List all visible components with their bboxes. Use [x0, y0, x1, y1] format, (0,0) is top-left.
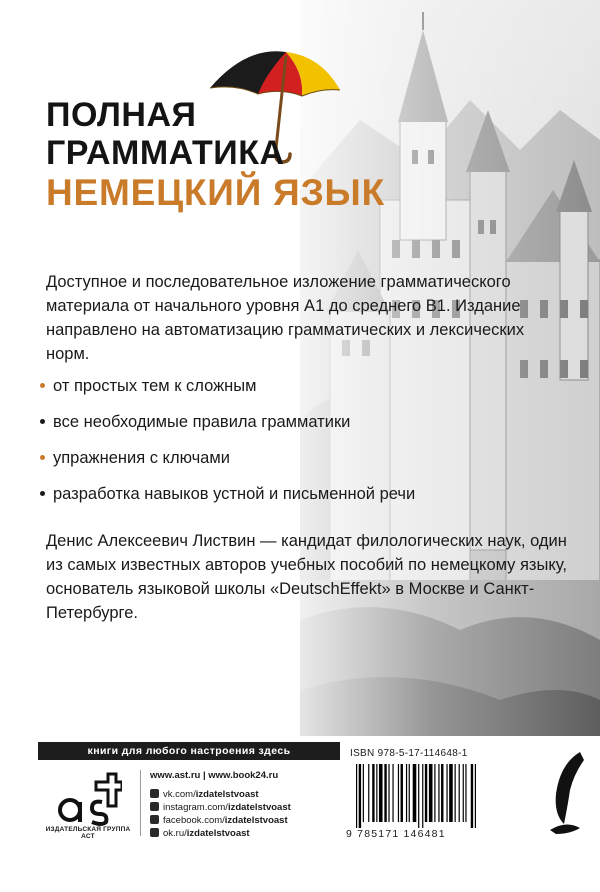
barcode-bar — [392, 764, 393, 822]
barcode-bar — [465, 764, 466, 822]
feature-list — [40, 375, 580, 519]
barcode-icon — [352, 764, 532, 828]
social-link-ok[interactable] — [150, 827, 291, 840]
barcode-bar — [441, 764, 443, 822]
barcode-bar — [413, 764, 417, 822]
author-bio: Денис Алексеевич Листвин — кандидат филологических наук, один из самых известных авторов учебных пособий по немецкому языку, основатель языковой школы «DeutschEffekt» в Москве и Санкт-Петербурге. — [46, 532, 567, 622]
feature-item — [40, 447, 580, 469]
feature-text: упражнения с ключами — [53, 449, 230, 467]
barcode-bar — [406, 764, 407, 822]
feature-text: все необходимые правила грамматики — [53, 413, 351, 431]
barcode-bar — [372, 764, 374, 822]
title-line-2: ГРАММАТИКА — [46, 134, 285, 172]
vk-icon — [150, 789, 159, 798]
instagram-icon — [150, 802, 159, 811]
barcode-bar — [418, 764, 419, 828]
title-line-1: ПОЛНАЯ — [46, 96, 197, 134]
barcode-bar — [475, 764, 476, 828]
odnoklassniki-icon — [150, 828, 159, 837]
barcode-bar — [359, 764, 361, 828]
social-handle: izdatelstvoast — [186, 828, 250, 839]
barcode-bar — [356, 764, 357, 828]
barcode-bar — [471, 764, 473, 828]
website-links[interactable]: www.ast.ru | www.book24.ru — [150, 770, 279, 781]
title-line-3: НЕМЕЦКИЙ ЯЗЫК — [46, 172, 385, 213]
barcode-bar — [438, 764, 439, 822]
bullet-dot-icon — [40, 455, 45, 460]
barcode-bar — [425, 764, 427, 822]
social-handle: izdatelstvoast — [227, 802, 291, 813]
bullet-dot-icon — [40, 383, 45, 388]
tagline-bar: книги для любого настроения здесь — [38, 742, 340, 760]
quill-logo-icon — [540, 744, 592, 842]
social-link-facebook[interactable] — [150, 814, 291, 827]
barcode-bar — [388, 764, 389, 822]
social-link-instagram[interactable] — [150, 801, 291, 814]
isbn-text: ISBN 978-5-17-114648-1 — [350, 748, 468, 759]
quill-panel — [540, 744, 592, 842]
barcode-bar — [368, 764, 369, 822]
barcode-bar — [379, 764, 383, 822]
barcode-bar — [429, 764, 433, 822]
social-prefix: vk.com/ — [163, 789, 196, 800]
barcode-bar — [455, 764, 456, 822]
ast-logo-icon — [58, 772, 122, 826]
feature-item — [40, 483, 580, 505]
feature-item — [40, 375, 580, 397]
social-handle: izdatelstvoast — [224, 815, 288, 826]
social-prefix: ok.ru/ — [163, 828, 187, 839]
social-prefix: facebook.com/ — [163, 815, 225, 826]
social-link-vk[interactable] — [150, 788, 291, 801]
intro-paragraph: Доступное и последовательное изложение грамматического материала от начального уровня А1 до среднего В1. Издание направлено на автоматизацию грамматических и лексических норм. — [46, 273, 525, 363]
bullet-dot-icon — [40, 491, 45, 496]
barcode-bar — [422, 764, 423, 828]
social-handle: izdatelstvoast — [195, 789, 259, 800]
barcode-bar — [463, 764, 464, 822]
bullet-dot-icon — [40, 419, 45, 424]
feature-item — [40, 411, 580, 433]
barcode-digits: 9 785171 146481 — [346, 828, 446, 840]
barcode-bar — [384, 764, 386, 822]
barcode-bar — [449, 764, 453, 822]
divider — [140, 770, 141, 836]
facebook-icon — [150, 815, 159, 824]
feature-text: разработка навыков устной и письменной речи — [53, 485, 416, 503]
publisher-caption: ИЗДАТЕЛЬСКАЯ ГРУППА АСТ — [45, 826, 131, 840]
barcode-bar — [409, 764, 410, 822]
barcode-bar — [398, 764, 399, 822]
barcode-bar — [434, 764, 435, 822]
feature-text: от простых тем к сложным — [53, 377, 257, 395]
barcode-bar — [376, 764, 377, 822]
barcode-bar — [446, 764, 447, 822]
barcode-bar — [401, 764, 403, 822]
barcode-bar — [459, 764, 460, 822]
social-links — [150, 788, 291, 840]
social-prefix: instagram.com/ — [163, 802, 228, 813]
barcode-bar — [363, 764, 364, 822]
